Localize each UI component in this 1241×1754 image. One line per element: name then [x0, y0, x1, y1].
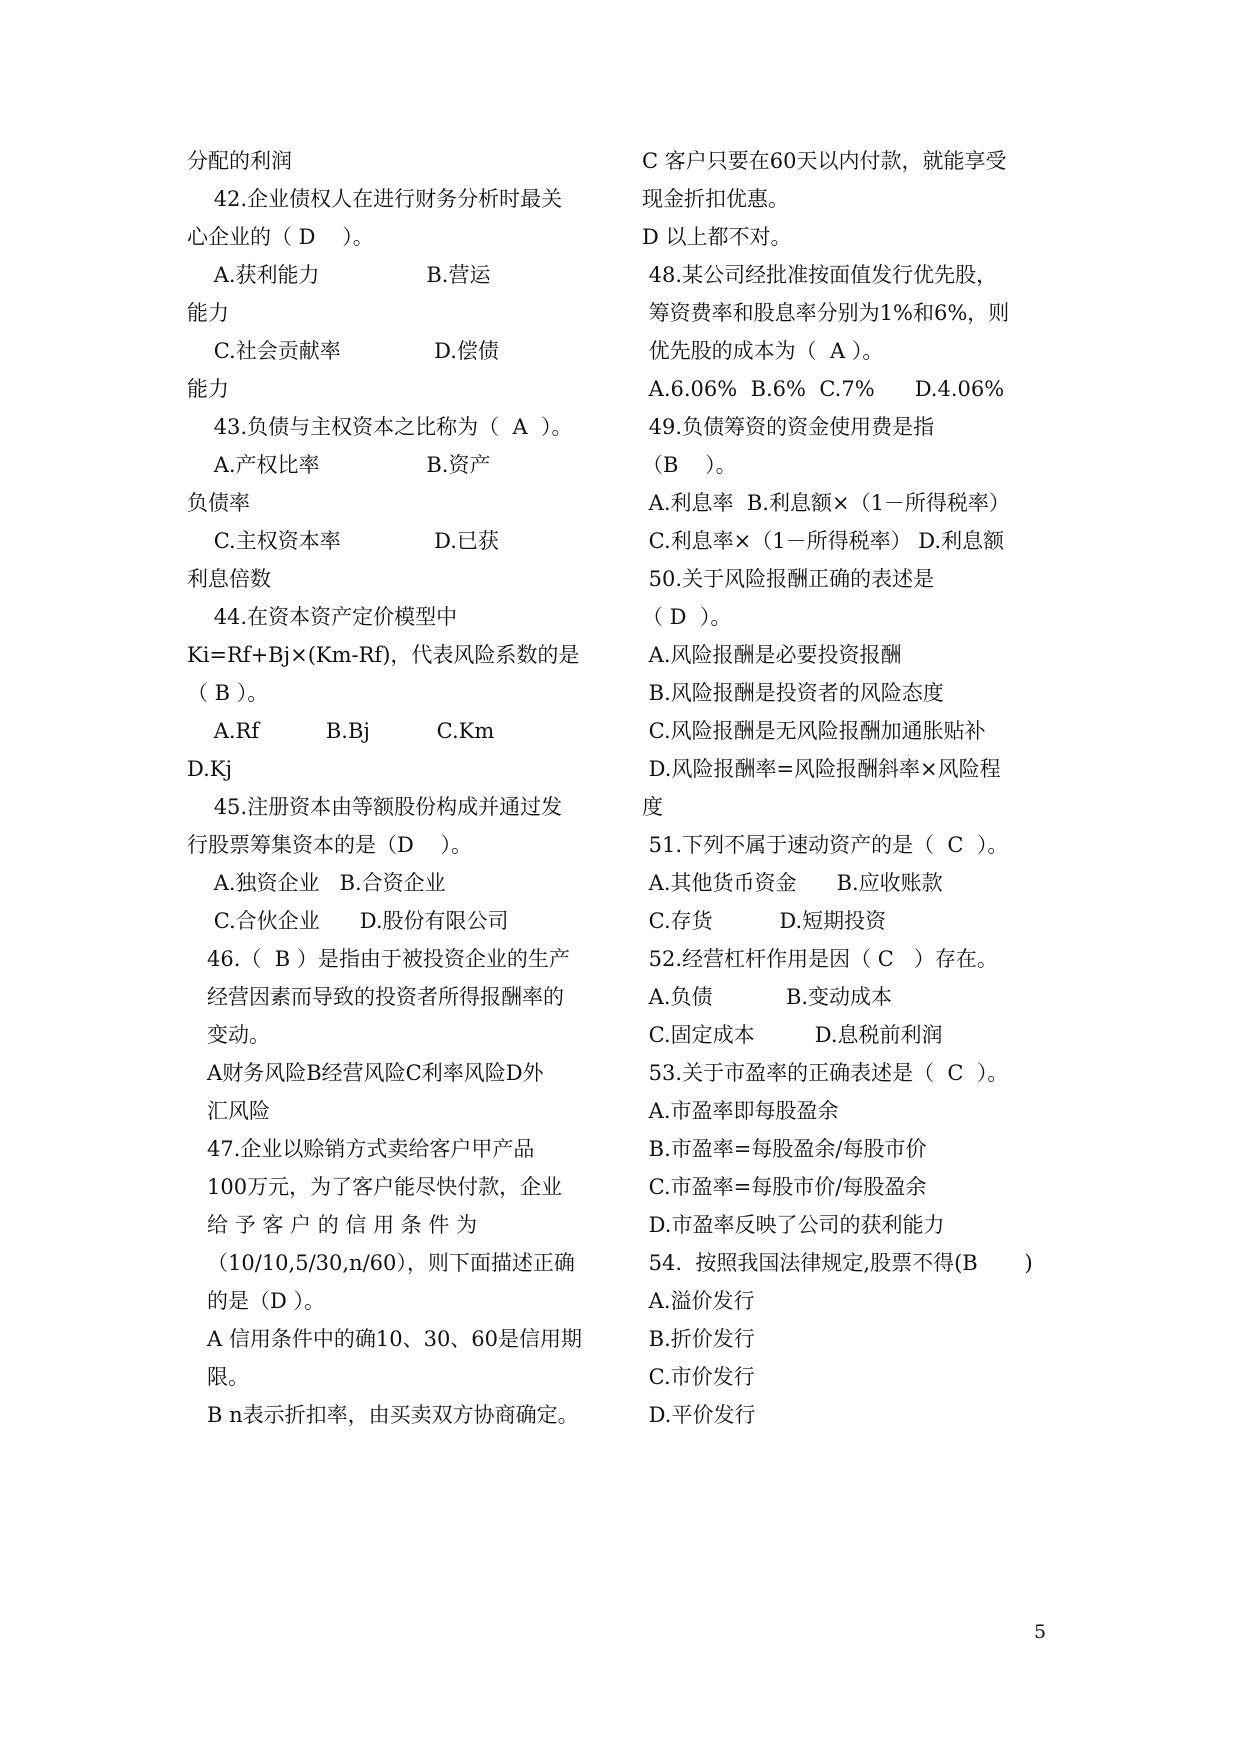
right-column-line: A.其他货币资金 B.应收账款: [642, 871, 943, 895]
right-column-line: C.存货 D.短期投资: [642, 909, 887, 933]
left-column-line: 能力: [187, 377, 229, 401]
right-column-line: 52.经营杠杆作用是因（ C ）存在。: [642, 947, 998, 971]
right-column-line: C.市盈率=每股市价/每股盈余: [642, 1175, 927, 1199]
left-column-line: 分配的利润: [187, 149, 292, 173]
right-column-line: D.风险报酬率=风险报酬斜率×风险程: [642, 757, 1001, 781]
left-column-line: 经营因素而导致的投资者所得报酬率的: [187, 985, 565, 1009]
left-column-line: A财务风险B经营风险C利率风险D外: [187, 1061, 544, 1085]
left-column-line: 能力: [187, 301, 229, 325]
left-column-line: 的是（D ）。: [187, 1289, 326, 1313]
right-column-line: C.风险报酬是无风险报酬加通胀贴补: [642, 719, 986, 743]
right-column-line: A.风险报酬是必要投资报酬: [642, 643, 902, 667]
left-column-line: 42.企业债权人在进行财务分析时最关: [187, 187, 563, 211]
left-column-line: A.产权比率 B.资产: [187, 453, 491, 477]
left-column-line: A.获利能力 B.营运: [187, 263, 491, 287]
left-column-line: C.合伙企业 D.股份有限公司: [187, 909, 509, 933]
right-column-line: A.6.06% B.6% C.7% D.4.06%: [642, 377, 1005, 401]
right-column-line: D 以上都不对。: [642, 225, 792, 249]
right-column-line: A.负债 B.变动成本: [642, 985, 893, 1009]
right-column-line: B.市盈率=每股盈余/每股市价: [642, 1137, 927, 1161]
left-column-line: 43.负债与主权资本之比称为（ A ）。: [187, 415, 573, 439]
right-column-line: 现金折扣优惠。: [642, 187, 789, 211]
left-column-line: A 信用条件中的确10、30、60是信用期: [187, 1327, 583, 1351]
left-column-line: 汇风险: [187, 1099, 271, 1123]
left-column-line: 限。: [187, 1365, 250, 1389]
left-column-line: （ B ）。: [187, 681, 269, 705]
right-column-line: 筹资费率和股息率分别为1%和6%，则: [642, 301, 1010, 325]
right-column-line: 度: [642, 795, 663, 819]
left-column-line: Ki=Rf+Bj×(Km-Rf)，代表风险系数的是: [187, 643, 580, 667]
right-column-line: （B ）。: [642, 453, 737, 477]
right-column-line: C.市价发行: [642, 1365, 755, 1389]
left-column-line: B n表示折扣率，由买卖双方协商确定。: [187, 1403, 579, 1427]
left-column-line: 变动。: [187, 1023, 271, 1047]
left-column-line: 45.注册资本由等额股份构成并通过发: [187, 795, 563, 819]
right-column-line: B.折价发行: [642, 1327, 755, 1351]
right-column-line: 51.下列不属于速动资产的是（ C ）。: [642, 833, 1009, 857]
left-column-line: C.社会贡献率 D.偿债: [187, 339, 499, 363]
right-column-line: C 客户只要在60天以内付款，就能享受: [642, 149, 1007, 173]
right-column-line: D.市盈率反映了公司的获利能力: [642, 1213, 945, 1237]
right-column-line: 54. 按照我国法律规定,股票不得(B ): [642, 1251, 1033, 1275]
right-column-line: D.平价发行: [642, 1403, 756, 1427]
right-column-line: A.市盈率即每股盈余: [642, 1099, 839, 1123]
right-column-line: A.利息率 B.利息额×（1－所得税率）: [642, 491, 1010, 515]
left-column-line: 46.（ B ）是指由于被投资企业的生产: [187, 947, 570, 971]
left-column-line: 心企业的（ D ）。: [187, 225, 374, 249]
right-column-line: C.利息率×（1－所得税率） D.利息额: [642, 529, 1005, 553]
left-column-line: （10/10,5/30,n/60），则下面描述正确: [187, 1251, 575, 1275]
left-column-line: 行股票筹集资本的是（D ）。: [187, 833, 473, 857]
right-column-line: 53.关于市盈率的正确表述是（ C ）。: [642, 1061, 1009, 1085]
left-column-line: C.主权资本率 D.已获: [187, 529, 499, 553]
left-column-line: A.独资企业 B.合资企业: [187, 871, 446, 895]
right-column-line: 50.关于风险报酬正确的表述是: [642, 567, 935, 591]
left-column-line: A.Rf B.Bj C.Km: [187, 719, 495, 743]
right-column-line: 49.负债筹资的资金使用费是指: [642, 415, 935, 439]
left-column-line: D.Kj: [187, 757, 232, 781]
left-column-line: 利息倍数: [187, 567, 271, 591]
right-column-line: B.风险报酬是投资者的风险态度: [642, 681, 944, 705]
left-column-line: 47.企业以赊销方式卖给客户甲产品: [187, 1137, 535, 1161]
right-column-line: 48.某公司经批准按面值发行优先股，: [642, 263, 998, 287]
page-number: 5: [1034, 1621, 1047, 1643]
right-column-line: （ D ）。: [642, 605, 732, 629]
left-column-line: 44.在资本资产定价模型中: [187, 605, 458, 629]
right-column-line: 优先股的成本为（ A ）。: [642, 339, 884, 363]
right-column-line: A.溢价发行: [642, 1289, 755, 1313]
left-column-line: 给 予 客 户 的 信 用 条 件 为: [187, 1213, 478, 1237]
right-column-line: C.固定成本 D.息税前利润: [642, 1023, 943, 1047]
left-column-line: 100万元，为了客户能尽快付款，企业: [187, 1175, 563, 1199]
left-column-line: 负债率: [187, 491, 250, 515]
